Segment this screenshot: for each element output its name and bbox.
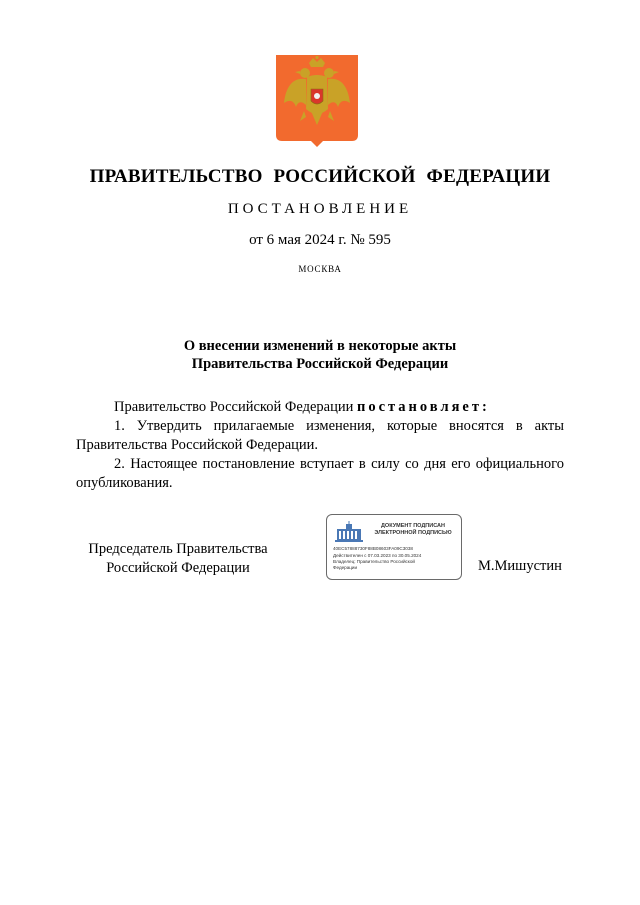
stamp-owner-line-2: Федерации (333, 565, 358, 570)
stamp-certificate: 40EC57888730F88B08603FA09C3038 (333, 546, 413, 551)
item-2-paragraph: 2. Настоящее постановление вступает в силу со дня его официального опубликования. (76, 456, 564, 491)
subject-line-2: Правительства Российской Федерации (191, 356, 449, 372)
signatory-position (78, 540, 278, 578)
document-body (76, 398, 564, 493)
signatory-name: М.Мишустин (478, 558, 562, 574)
electronic-signature-stamp (326, 514, 462, 580)
document-city: МОСКВА (298, 264, 342, 274)
government-building-icon (333, 521, 365, 543)
intro-text: Правительство Российской Федерации (114, 399, 357, 415)
government-title: ПРАВИТЕЛЬСТВО РОССИЙСКОЙ ФЕДЕРАЦИИ (89, 166, 551, 187)
document-type: ПОСТАНОВЛЕНИЕ (227, 201, 413, 217)
stamp-validity: Действителен с 07.03.2023 по 30.05.2024 (333, 553, 422, 558)
document-subject (0, 337, 640, 373)
stamp-heading (365, 523, 461, 537)
coat-of-arms-icon (276, 55, 358, 147)
position-line-2: Российской Федерации (106, 560, 250, 576)
decree-word: постановляет: (356, 399, 490, 415)
stamp-heading-line-2: ЭЛЕКТРОННОЙ ПОДПИСЬЮ (374, 530, 452, 536)
position-line-1: Председатель Правительства (88, 541, 268, 557)
subject-line-1: О внесении изменений в некоторые акты (183, 338, 457, 354)
stamp-heading-line-1: ДОКУМЕНТ ПОДПИСАН (381, 523, 445, 529)
intro-paragraph (76, 398, 564, 417)
document-date-number: от 6 мая 2024 г. № 595 (249, 232, 391, 248)
stamp-owner-line-1: Владелец: Правительство Российской (333, 559, 415, 564)
item-1-paragraph: 1. Утвердить прилагаемые изменения, которые вносятся в акты Правительства Российской Федерации. (76, 418, 564, 453)
